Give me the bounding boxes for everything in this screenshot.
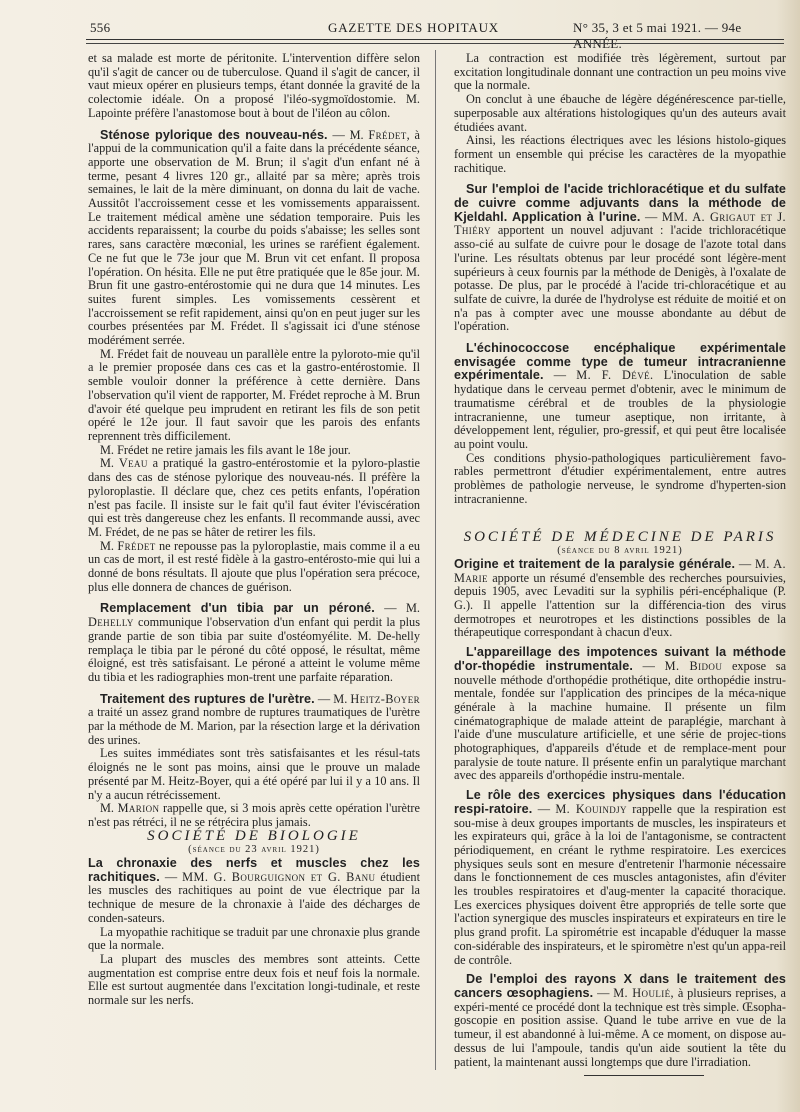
section-stenose: Sténose pylorique des nouveau-nés. — M. Frédet, à l'appui de la communication qu'il a faite dans la précédente séance, apporte une observation de M. Brun; il s'agit d'un enfant né à terme, pesant 4 livres 120 gr., allaité par sa mère; après trois semaines, le lait de la mère diminuant, on donna du lait de vache. Aussitôt l'accroissement cesse et les vomissements apparaissent. Le traitement médical amène une sédation temporaire. Puis les accidents reparaissent; la courbe du poids s'abaisse; les selles sont rares, sans caractère mœconial, les urines se raréfient également. Ce ne fut que le 73e jour que M. Brun vit cet enfant. Il proposa l'opération. On hésita. Elle ne put être pratiquée que le 85e jour. M. Brun fit une gastro-entérostomie qui ne dura que 14 minutes. Les suites furent simples. Les vomissements cessèrent et l'accroissement se refit rapidement, ainsi qu'on en peut juger sur les courbes présentées par M. Frédet. Il s'agissait ici d'une sténose modérément serrée. — [88, 127, 420, 348]
paragraph-text: apporte un résumé d'ensemble des recherches poursuivies, depuis 1905, avec Levaditi sur la syphilis péri-encéphalique (P. G.). Il appelle l'attention sur la différencia-tion des virus dermotropes et neurotropes et les distinctions possibles de la thérapeutique correspondant à chacun d'eux. — [454, 570, 786, 640]
section-heading: Sur l'emploi de l'acide trichloracétique et du sulfate de cuivre comme adjuvants dans la méthode de Kjeldahl. Application à l'urine. — [454, 182, 786, 224]
paragraph: La plupart des muscles des membres sont atteints. Cette augmentation est comprise entre deux fois et neuf fois la normale. Elle est surtout augmentée dans l'excitation longi-tudinale, et reste normale sur les nerfs. — [88, 952, 420, 1008]
author-name: Marion — [117, 801, 160, 816]
paragraph-text: a pratiqué la gastro-entérostomie et la pyloro-plastie dans des cas de sténose pylorique des nouveau-nés. Il préfère la pyloroplastie. Il déclare que, chez ces petits enfants, l'opération n'est pas facile. Il insiste sur le fait qu'il faut éviter l'éviscération qui est très dangereuse chez les enfants. Il recommande aussi, avec M. Frédet, de ne pas se hâter de retirer les fils. — [88, 456, 420, 539]
paragraph-text: apportent un nouvel adjuvant : l'acide trichloracétique asso-cié au sulfate de cuivre pour le dosage de l'azote total dans l'urine. Les résultats obtenus par leur procédé sont légère-ment supérieurs à ceux fournis par la méthode de Denigès, à l'oxalate de potasse. De plus, par le procédé à l'acide tri-chloracétique et au sulfate de cuivre, la durée de l'hydrolyse est réduite de moitié et on n'a pas à compter avec une mousse abondante au début de l'opération. — [454, 223, 786, 334]
header-rule — [86, 39, 784, 40]
paragraph: M. Frédet ne retire jamais les fils avant le 18e jour. — [100, 442, 351, 457]
paragraph-text: expose sa nouvelle méthode d'orthopédie prothétique, dite orthopédie instru-mentale, fondée sur l'application des principes de la méca-nique générale à la machine humaine. Il présente un film cinématographique de malade atteint de paraplégie, marchant à l'aide d'une musculature artificielle, et une série de projec-tions photographiques, d'appareils d'étude et de remplace-ment pour paralysie de toute nature. Il présente enfin un paralytique marchant avec des appareils d'orthopédie instru-mentale. — [454, 658, 787, 783]
right-column — [454, 52, 786, 1076]
paragraph-text: rappelle que la respiration est sou-mise à deux groupes importants de muscles, les inspirateurs et les expirateurs qui, grâce à la loi de l'antagonisme, se contractent périodiquement, en créant le rythme respiratoire. Les exercices physiques seuls sont en mesure d'entretenir l'harmonie nécessaire dans le fonctionnement de ces muscles antagonistes, afin d'éviter les troubles respiratoires et d'aug-menter la capacité thoracique. Les exercices physiques doivent être appropriés de telle sorte que l'action synergique des muscles inspirateurs et expirateurs en tire le plus grand profit. La spirométrie est incapable d'éduquer la masse con-sidérable des inspirateurs, et le spiromètre n'est qu'un appa-reil de contrôle. — [454, 801, 786, 967]
author-name: Frédet — [117, 538, 156, 553]
paragraph-text: à plusieurs reprises, a expéri-menté ce procédé dont la technique est très simple. Œsopha-goscopie en position assise. Quand le tube arrive en vue de la tumeur, il est abandonné à lui-même. A ce moment, on dispose au-dessus de lui l'ampoule, tandis qu'un aide soutient la tête du patient, la maintenant aussi longtemps que dure l'irradiation. — [454, 986, 787, 1069]
section-heading: Remplacement d'un tibia par un péroné. — [100, 601, 375, 616]
paragraph: M. Frédet ne repousse pas la pyloroplastie, mais comme il a eu un cas de mort, il est resté fidèle à la gastro-entérosto-mie qui lui a donné de bons résultats. Il ajoute que plus l'opération sera précoce, plus elle donnera de chances de guérison. — [88, 538, 420, 594]
paragraph-text: a traité un assez grand nombre de ruptures traumatiques de l'urètre par la méthode de M. Marion, par la résection large et la dérivation des urines. — [88, 705, 420, 747]
author-names: M. Kouindjy — [555, 801, 627, 816]
author-names: M. Houlié, — [613, 986, 675, 1000]
section-heading: De l'emploi des rayons X dans le traitement des cancers œsophagiens. — [454, 972, 786, 1000]
author-names: M. Bidou — [664, 658, 723, 673]
paragraph-text: communique l'observation d'un enfant qui perdit la plus grande partie de son tibia par suite d'ostéomyélite. M. De-helly remplaça le tibia par le péroné du côté opposé, le résultat, même éloigné, est très satisfaisant. Le péroné a atteint le volume même du tibia et les radiographies mon-trent une parfaite réparation. — [88, 615, 420, 684]
page-header — [86, 16, 786, 51]
paragraph: M. Veau a pratiqué la gastro-entérostomie et la pyloro-plastie dans des cas de sténose pylorique des nouveau-nés. Il préfère la pyloroplastie. Il déclare que, chez ces petits enfants, l'opération n'est pas facile. Il insiste sur le fait qu'il faut éviter l'éviscération qui est très dangereuse chez les enfants. Il recommande aussi, avec M. Frédet, de ne pas se hâter de retirer les fils. — [88, 456, 420, 539]
header-rule-thin — [86, 43, 784, 44]
page-number: 556 — [90, 20, 111, 35]
intro-paragraph: et sa malade est morte de péritonite. L'intervention diffère selon qu'il s'agit de cancer ou de tuberculose. Quand il s'agit de cancer, il vaut mieux opérer en plusieurs temps, étant donnée la gravité de la colectomie idéale. On a proposé l'iléo-sygmoïdostomie. M. Lapointe préfère l'anastomose bout à bout de l'iléon au côlon. — [88, 51, 420, 120]
paragraph-text: ne repousse pas la pyloroplastie, mais comme il a eu un cas de mort, il est resté fidèle à la gastro-entérosto-mie qui lui a donné de bons résultats. Il ajoute que plus l'opération sera précoce, plus elle donnera de chances de guérison. — [88, 538, 420, 594]
author-name: Dehelly — [88, 615, 134, 630]
paragraph: Les suites immédiates sont très satisfaisantes et les résul-tats éloignés ne le sont pas moins, ainsi que le prouve un malade présenté par M. Heitz-Boyer, qui a été opéré par lui il y a 10 ans. Il n'y a aucun rétrécissement. — [88, 746, 420, 802]
section-rayons-x: De l'emploi des rayons X dans le traitement des cancers œsophagiens. — M. Houlié, à plusieurs reprises, a expéri-menté ce procédé dont la technique est très simple. Œsopha-goscopie en position assise. Quand le tube arrive en vue de la tumeur, il est abandonné à lui-même. A ce moment, on dispose au-dessus de lui l'ampoule, tandis qu'un aide soutient la tête du patient, la maintenant aussi longtemps que dure l'irradiation. — [454, 972, 787, 1069]
society-heading: SOCIÉTÉ DE BIOLOGIE — [147, 827, 361, 844]
paragraph: On conclut à une ébauche de légère dégénérescence par-tielle, superposable aux altérations histologiques qu'un des auteurs avait étudiées avant. — [454, 92, 786, 134]
section-chronaxie: La chronaxie des nerfs et muscles chez les rachitiques. — MM. G. Bourguignon et G. Banu étudient les muscles des rachitiques au point de vue électrique par la technique de mesure de la chronaxie à l'aide des décharges de conden-sateurs. — [88, 856, 421, 925]
paragraph-text: L'inoculation de sable hydatique dans le cerveau permet d'obtenir, avec le minimum de traumatisme cérébral et de troubles de la physiologie intracranienne, une tumeur aseptique, non irritante, à développement lent, régulier, pro-gressif, et qui peut être localisée au point voulu. — [454, 368, 787, 451]
section-exercices: Le rôle des exercices physiques dans l'éducation respi-ratoire. — M. Kouindjy rappelle que la respiration est sou-mise à deux groupes importants de muscles, les inspirateurs et les expirateurs qui, grâce à la loi de l'antagonisme, se contractent périodiquement, en créant le rythme respiratoire. Les exercices physiques seuls sont en mesure d'entretenir l'harmonie nécessaire dans le fonctionnement de ces muscles antagonistes, afin d'éviter les troubles respiratoires et d'aug-menter la capacité thoracique. Les exercices physiques doivent être appropriés de telle sorte que l'action synergique des muscles inspirateurs et expirateurs en tire le plus grand profit. La spirométrie est incapable d'éduquer la masse con-sidérable des inspirateurs, et le spiromètre n'est qu'un appa-reil de contrôle. — [454, 788, 786, 967]
paragraph: La myopathie rachitique se traduit par une chronaxie plus grande que la normale. — [88, 924, 420, 953]
paragraph: M. Frédet fait de nouveau un parallèle entre la pyloroto-mie qu'il a le premier proposée dans ces cas et la gastro-entérostomie. Il semble vouloir donner la préférence à cette dernière. Dans l'observation qu'il vient de rapporter, M. Frédet reproche à M. Brun d'avoir été quelque peu imprudent en retirant les fils de son petit opéré le 12e jour. Il faut savoir que les parois des enfants reprennent très difficilement. — [88, 346, 420, 443]
paragraph: Ainsi, les réactions électriques avec les lésions histolo-giques forment un ensemble qui précise les caractères de la myopathie rachitique. — [454, 133, 786, 175]
left-column — [88, 52, 420, 1008]
section-heading: La chronaxie des nerfs et muscles chez les rachitiques. — [88, 856, 420, 884]
section-orthopedie: L'appareillage des impotences suivant la méthode d'or-thopédie instrumentale. — M. Bidou expose sa nouvelle méthode d'orthopédie prothétique, dite orthopédie instru-mentale, fondée sur l'application des principes de la méca-nique générale à la machine humaine. Il présente un film cinématographique de malade atteint de paraplégie, marchant à l'aide d'une musculature artificielle, et une série de projec-tions photographiques, d'appareils d'étude et de remplace-ment pour paralysie de toute nature. Il présente enfin un paralytique marchant avec des appareils d'orthopédie instru-mentale. — [454, 645, 787, 783]
author-names: MM. G. Bourguignon et G. Banu — [182, 869, 376, 884]
section-paralysie: Origine et traitement de la paralysie générale. — M. A. Marie apporte un résumé d'ensemble des recherches poursuivies, depuis 1905, avec Levaditi sur la syphilis péri-encéphalique (P. G.). Il appelle l'attention sur la différencia-tion des virus dermotropes et neurotropes et les distinctions possibles de la thérapeutique correspondant à chacun d'eux. — [454, 556, 786, 640]
session-date: (séance du 23 avril 1921) — [188, 844, 320, 856]
issue-info: N° 35, 3 et 5 mai 1921. — 94e ANNÉE. — [573, 20, 742, 51]
section-tibia: Remplacement d'un tibia par un péroné. — M. Dehelly communique l'observation d'un enfant qui perdit la plus grande partie de son tibia par suite d'ostéomyélite. M. De-helly remplaça le tibia par le péroné du côté opposé, le résultat, même éloigné, est très satisfaisant. Le péroné a atteint le volume même du tibia et les radiographies mon-trent une parfaite réparation. — [88, 601, 420, 684]
paragraph-text: à l'appui de la communication qu'il a faite dans la précédente séance, apporte une observation de M. Brun; il s'agit d'un enfant né à terme, pesant 4 livres 120 gr., allaité par sa mère; après trois semaines, le lait de la mère diminuant, on donna du lait de vache. Aussitôt l'accroissement cesse et les vomissements apparaissent. Le traitement médical amène une sédation temporaire. Puis les accidents reparaissent; la courbe du poids s'abaisse; les selles sont rares, sans caractère mœconial, les urines se raréfient également. Ce ne fut que le 73e jour que M. Brun vit cet enfant. Il proposa l'opération. On hésita. Elle ne put être pratiquée que le 85e jour. M. Brun fit une gastro-entérostomie qui ne dura que 14 minutes. Les suites furent simples. Les vomissements cessèrent et l'accroissement se refit rapidement, ainsi qu'on en peut juger sur les courbes présentées par M. Frédet. Il s'agissait ici d'une sténose modérément serrée. — [88, 127, 420, 348]
paragraph-text: étudient les muscles des rachitiques au point de vue électrique par la technique de mesure de la chronaxie à l'aide des décharges de conden-sateurs. — [88, 869, 421, 925]
section-heading: Origine et traitement de la paralysie générale. — [454, 556, 736, 571]
paragraph: M. Marion rappelle que, si 3 mois après cette opération l'urètre n'est pas rétréci, il ne se rétrécira plus jamais. — [88, 801, 420, 829]
author-name: Frédet — [368, 127, 407, 142]
journal-title: GAZETTE DES HOPITAUX — [328, 20, 499, 35]
section-echinococcose: L'échinococcose encéphalique expérimentale envisagée comme type de tumeur intracranienne expérimentale. — M. F. Dévé. L'inoculation de sable hydatique dans le cerveau permet d'obtenir, avec le minimum de traumatisme cérébral et de troubles de la physiologie intracranienne, une tumeur aseptique, non irritante, à développement lent, régulier, pro-gressif, et qui peut être localisée au point voulu. — [454, 341, 787, 451]
section-uretre: Traitement des ruptures de l'urètre. — M. Heitz-Boyer a traité un assez grand nombre de ruptures traumatiques de l'urètre par la méthode de M. Marion, par la résection large et la dérivation des urines. — [88, 691, 420, 747]
section-heading: Sténose pylorique des nouveau-nés. — [100, 127, 328, 142]
section-heading: Traitement des ruptures de l'urètre. — [100, 691, 315, 706]
paragraph: La contraction est modifiée très légèrement, surtout par excitation longitudinale donnant une contraction un peu moins vive que la normale. — [454, 51, 786, 93]
session-date: (séance du 8 avril 1921) — [557, 545, 683, 557]
section-heading: L'appareillage des impotences suivant la méthode d'or-thopédie instrumentale. — [454, 645, 786, 673]
paragraph: Ces conditions physio-pathologiques particulièrement favo-rables permettront d'étudier expérimentalement, entre autres problèmes de pathologie nerveuse, le syndrome d'hyperten-sion intracranienne. — [454, 450, 786, 506]
author-names: MM. A. Grigaut et J. Thiéry — [454, 209, 786, 238]
end-rule — [584, 1075, 704, 1076]
author-names: M. F. Dévé. — [576, 368, 654, 383]
section-heading: Le rôle des exercices physiques dans l'éducation respi-ratoire. — [454, 788, 786, 816]
author-names: M. A. Marie — [454, 556, 786, 585]
paragraph-text: rappelle que, si 3 mois après cette opération l'urètre n'est pas rétréci, il ne se rétrécira plus jamais. — [88, 801, 420, 829]
section-kjeldahl: Sur l'emploi de l'acide trichloracétique et du sulfate de cuivre comme adjuvants dans la méthode de Kjeldahl. Application à l'urine. — MM. A. Grigaut et J. Thiéry apportent un nouvel adjuvant : l'acide trichloracétique asso-cié au sulfate de cuivre pour le dosage de l'azote total dans l'urine. Les résultats obtenus par leur procédé sont légère-ment supérieurs à ceux fournis par la méthode de Denigès, à l'oxalate de potasse. De plus, par le procédé à l'acide tri-chloracétique et au sulfate de cuivre, la durée de l'hydrolyse est réduite de moitié et on n'a pas à compter avec une mousse abondante au début de l'opération. — [454, 182, 786, 334]
author-name: Veau — [118, 456, 148, 471]
section-heading: L'échinococcose encéphalique expérimentale envisagée comme type de tumeur intracranienne expérimentale. — [454, 341, 786, 383]
author-name: Heitz-Boyer — [350, 691, 420, 706]
column-divider — [435, 50, 436, 1070]
society-heading: SOCIÉTÉ DE MÉDECINE DE PARIS — [463, 528, 777, 545]
